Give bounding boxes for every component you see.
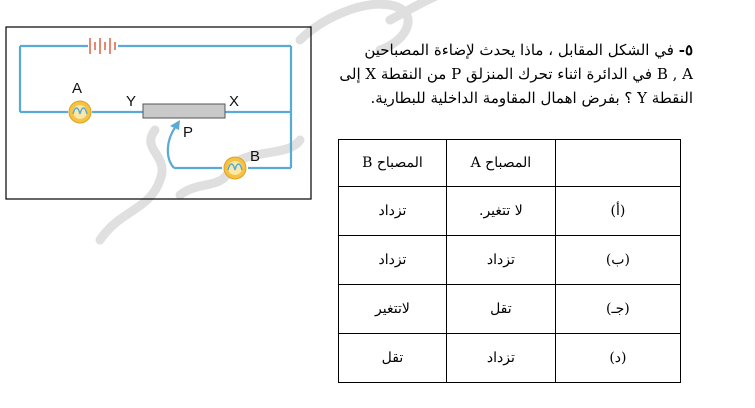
table-header-row (339, 140, 681, 187)
question-number: ٥- (678, 41, 693, 59)
question-line-3: النقطة Y ؟ بفرض اهمال المقاومة الداخلية للبطارية. (370, 89, 693, 107)
option-label: (ب) (555, 236, 680, 285)
battery-icon (90, 38, 115, 54)
point-x-label: X (229, 93, 240, 110)
circuit-diagram (0, 0, 320, 200)
table-row[interactable] (339, 236, 681, 285)
lamp-b-icon (224, 157, 246, 179)
option-label: (جـ) (555, 285, 680, 334)
question-line-1-text: في الشكل المقابل ، ماذا يحدث لإضاءة المصباحين (364, 41, 674, 59)
point-y-label: Y (126, 93, 137, 110)
answers-table (338, 139, 681, 383)
table-header-lamp-a: المصباح A (446, 140, 555, 187)
question-line-2: B , A في الدائرة اثناء تحرك المنزلق P من النقطة X إلى (339, 65, 693, 83)
lamp-a-cell: لا تتغير. (446, 187, 555, 236)
lamp-a-cell: تقل (446, 285, 555, 334)
lamp-b-label: B (250, 148, 261, 165)
option-label: (د) (555, 334, 680, 383)
lamp-a-cell: تزداد (446, 236, 555, 285)
slider-p-label: P (183, 124, 194, 141)
lamp-a-label: A (72, 80, 83, 97)
lamp-b-cell: تزداد (339, 236, 447, 285)
lamp-a-cell: تزداد (446, 334, 555, 383)
table-header-cell (555, 140, 680, 187)
question-text (293, 38, 693, 110)
lamp-a-icon (69, 101, 91, 123)
option-label: (أ) (555, 187, 680, 236)
lamp-b-cell: تقل (339, 334, 447, 383)
question-line-1 (293, 38, 693, 62)
table-header-lamp-b: المصباح B (339, 140, 447, 187)
rheostat (143, 104, 225, 118)
lamp-b-cell: تزداد (339, 187, 447, 236)
table-row[interactable] (339, 187, 681, 236)
table-row[interactable] (339, 285, 681, 334)
table-row[interactable] (339, 334, 681, 383)
lamp-b-cell: لاتتغير (339, 285, 447, 334)
